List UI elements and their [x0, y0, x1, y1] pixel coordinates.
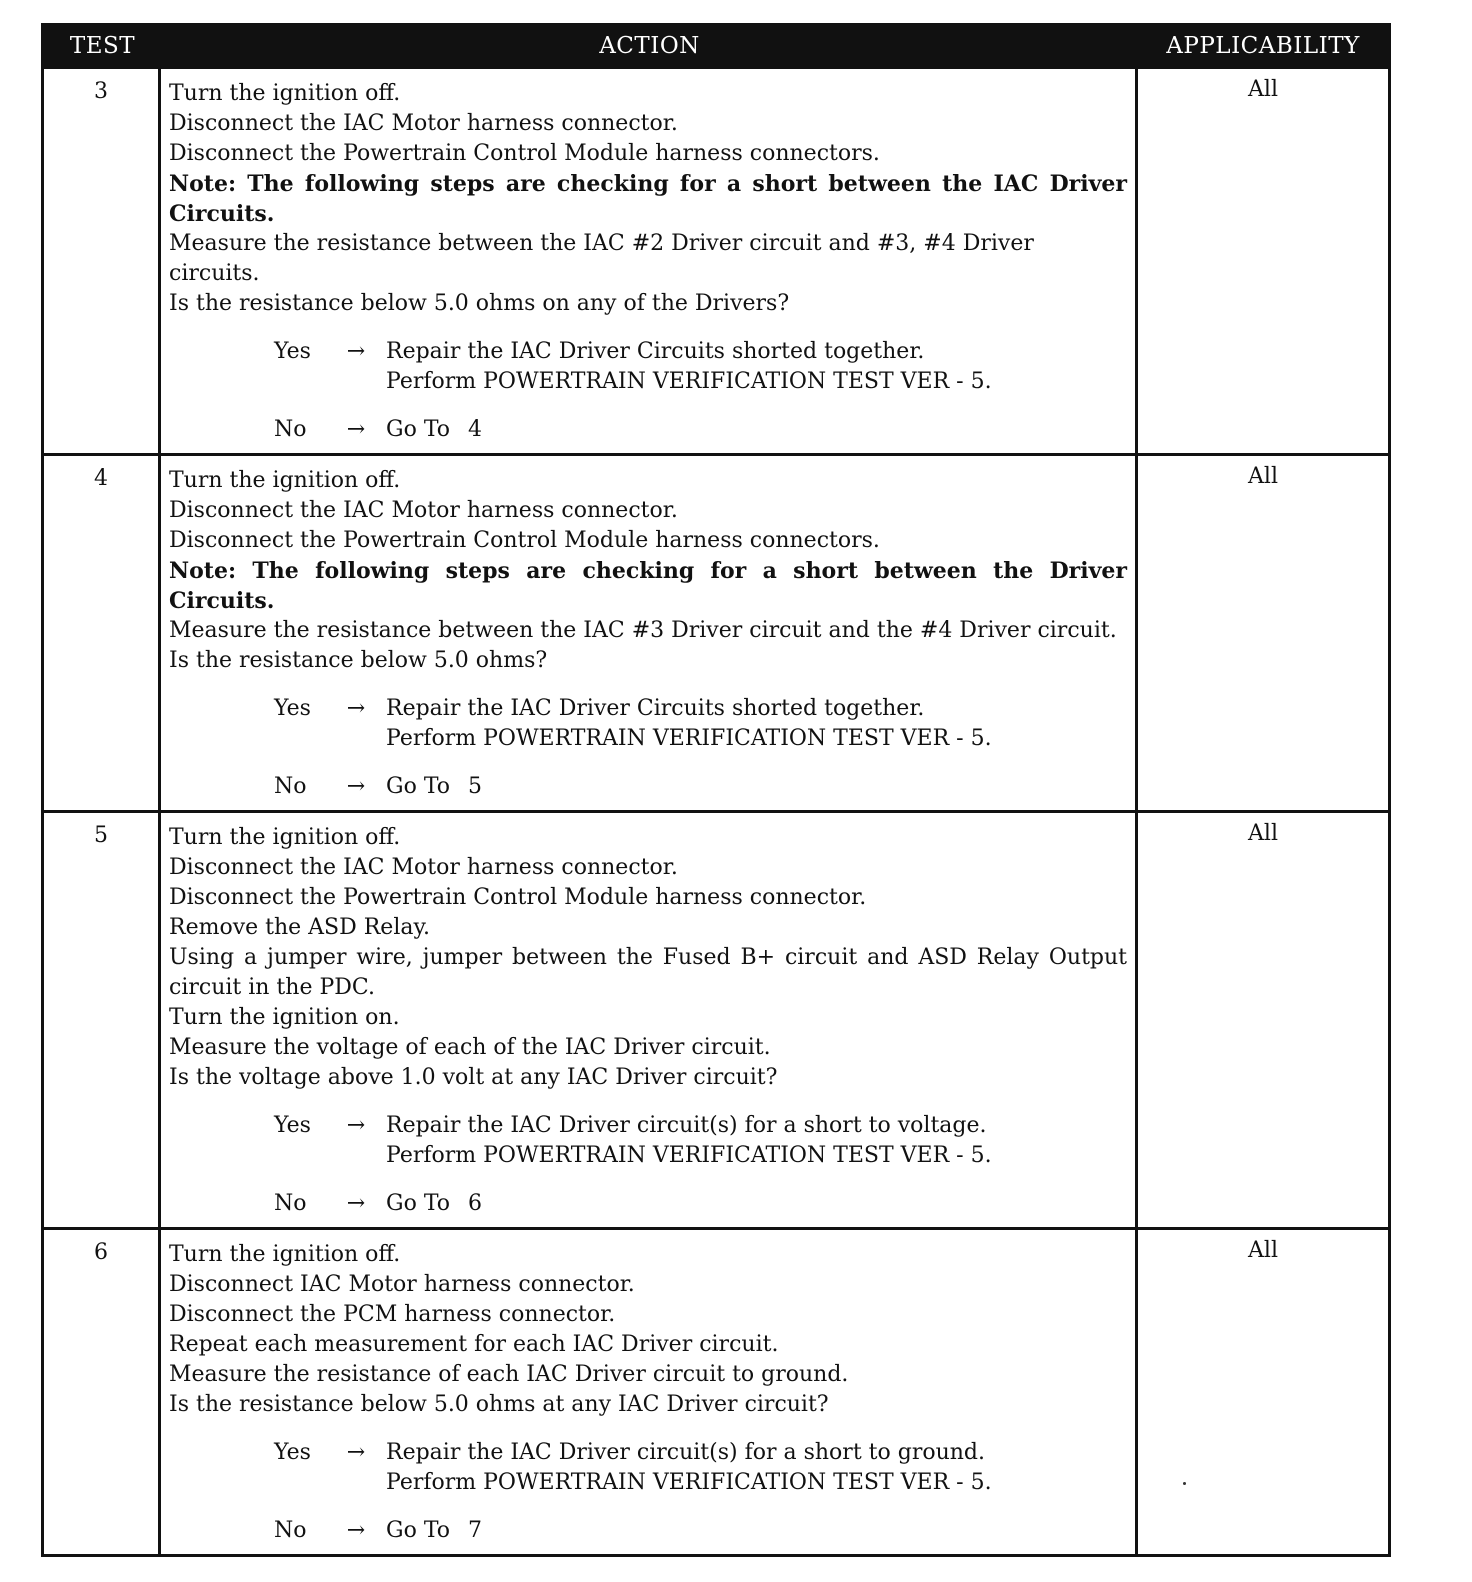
no-branch — [274, 1516, 1127, 1546]
no-label: No — [274, 774, 307, 799]
arrow-icon: → — [346, 417, 366, 442]
yes-label: Yes — [274, 696, 311, 721]
table-row — [44, 1227, 1388, 1554]
yes-result: Perform POWERTRAIN VERIFICATION TEST VER - 5. — [386, 1470, 992, 1495]
yes-result: Perform POWERTRAIN VERIFICATION TEST VER - 5. — [386, 369, 992, 394]
header-test: TEST — [69, 33, 136, 59]
yes-label: Yes — [274, 1113, 311, 1138]
action-line: Disconnect IAC Motor harness connector. — [169, 1272, 635, 1297]
action-line: Measure the resistance between the IAC #2 Driver circuit and #3, #4 Driver circuits. — [169, 231, 1034, 286]
action-line: Measure the resistance between the IAC #3 Driver circuit and the #4 Driver circuit. — [169, 618, 1117, 643]
goto-text: Go To — [386, 1518, 451, 1543]
table-row — [44, 810, 1388, 1227]
action-note: Note: The following steps are checking for a short between the IAC Driver Circuits. — [169, 171, 1127, 227]
no-label: No — [274, 417, 307, 442]
goto-text: Go To — [386, 774, 451, 799]
action-line: Disconnect the IAC Motor harness connector. — [169, 111, 678, 136]
yes-label: Yes — [274, 1440, 311, 1465]
goto-text: Go To — [386, 1191, 451, 1216]
goto-target: 7 — [468, 1518, 483, 1543]
action-line: Measure the voltage of each of the IAC Driver circuit. — [169, 1035, 771, 1060]
applicability-cell: All — [1248, 77, 1278, 102]
action-cell — [161, 1230, 1138, 1554]
yes-label: Yes — [274, 339, 311, 364]
arrow-icon: → — [346, 696, 366, 721]
yes-result: Repair the IAC Driver Circuits shorted together. — [386, 696, 925, 721]
goto-target: 6 — [468, 1191, 483, 1216]
action-line: Turn the ignition off. — [169, 1242, 401, 1267]
yes-result: Perform POWERTRAIN VERIFICATION TEST VER - 5. — [386, 1143, 992, 1168]
action-line: Turn the ignition off. — [169, 81, 401, 106]
action-cell — [161, 456, 1138, 810]
test-number: 3 — [44, 69, 161, 453]
action-line: Disconnect the Powertrain Control Module harness connectors. — [169, 528, 880, 553]
action-line: Turn the ignition off. — [169, 468, 401, 493]
arrow-icon: → — [346, 774, 366, 799]
no-label: No — [274, 1191, 307, 1216]
arrow-icon: → — [346, 339, 366, 364]
yes-branch — [274, 694, 1127, 754]
goto-text: Go To — [386, 417, 451, 442]
action-line: Is the voltage above 1.0 volt at any IAC Driver circuit? — [169, 1065, 778, 1090]
no-branch — [274, 1189, 1127, 1219]
action-note: Note: The following steps are checking for a short between the Driver Circuits. — [169, 558, 1127, 614]
yes-branch — [274, 337, 1127, 397]
test-number: 5 — [44, 813, 161, 1227]
table-row — [44, 66, 1388, 453]
yes-result: Repair the IAC Driver Circuits shorted together. — [386, 339, 925, 364]
yes-result: Perform POWERTRAIN VERIFICATION TEST VER - 5. — [386, 726, 992, 751]
yes-result: Repair the IAC Driver circuit(s) for a short to ground. — [386, 1440, 985, 1465]
action-line: Turn the ignition on. — [169, 1005, 400, 1030]
action-line: Is the resistance below 5.0 ohms? — [169, 648, 548, 673]
yes-branch — [274, 1111, 1127, 1171]
no-branch — [274, 772, 1127, 802]
scan-speck — [1183, 1482, 1186, 1485]
arrow-icon: → — [346, 1191, 366, 1216]
action-line: Using a jumper wire, jumper between the Fused B+ circuit and ASD Relay Output circuit in the PDC. — [169, 945, 1127, 1000]
yes-branch — [274, 1438, 1127, 1498]
action-line: Disconnect the IAC Motor harness connector. — [169, 855, 678, 880]
goto-target: 5 — [468, 774, 483, 799]
action-line: Remove the ASD Relay. — [169, 915, 430, 940]
header-applicability: APPLICABILITY — [1166, 33, 1360, 59]
no-label: No — [274, 1518, 307, 1543]
applicability-cell: All — [1248, 464, 1278, 489]
goto-target: 4 — [468, 417, 483, 442]
applicability-cell: All — [1248, 821, 1278, 846]
test-number: 4 — [44, 456, 161, 810]
action-line: Measure the resistance of each IAC Driver circuit to ground. — [169, 1362, 849, 1387]
action-line: Repeat each measurement for each IAC Driver circuit. — [169, 1332, 779, 1357]
action-line: Disconnect the PCM harness connector. — [169, 1302, 616, 1327]
applicability-cell: All — [1248, 1238, 1278, 1263]
arrow-icon: → — [346, 1113, 366, 1138]
action-line: Is the resistance below 5.0 ohms at any IAC Driver circuit? — [169, 1392, 829, 1417]
action-line: Disconnect the Powertrain Control Module harness connectors. — [169, 141, 880, 166]
action-cell — [161, 813, 1138, 1227]
table-row — [44, 453, 1388, 810]
action-line: Turn the ignition off. — [169, 825, 401, 850]
table-header — [44, 26, 1388, 66]
header-action: ACTION — [599, 33, 700, 59]
action-cell — [161, 69, 1138, 453]
action-line: Disconnect the Powertrain Control Module harness connector. — [169, 885, 867, 910]
arrow-icon: → — [346, 1440, 366, 1465]
no-branch — [274, 415, 1127, 445]
test-number: 6 — [44, 1230, 161, 1554]
action-line: Disconnect the IAC Motor harness connector. — [169, 498, 678, 523]
action-line: Is the resistance below 5.0 ohms on any of the Drivers? — [169, 291, 790, 316]
yes-result: Repair the IAC Driver circuit(s) for a short to voltage. — [386, 1113, 987, 1138]
arrow-icon: → — [346, 1518, 366, 1543]
diagnostic-table — [41, 23, 1391, 1557]
